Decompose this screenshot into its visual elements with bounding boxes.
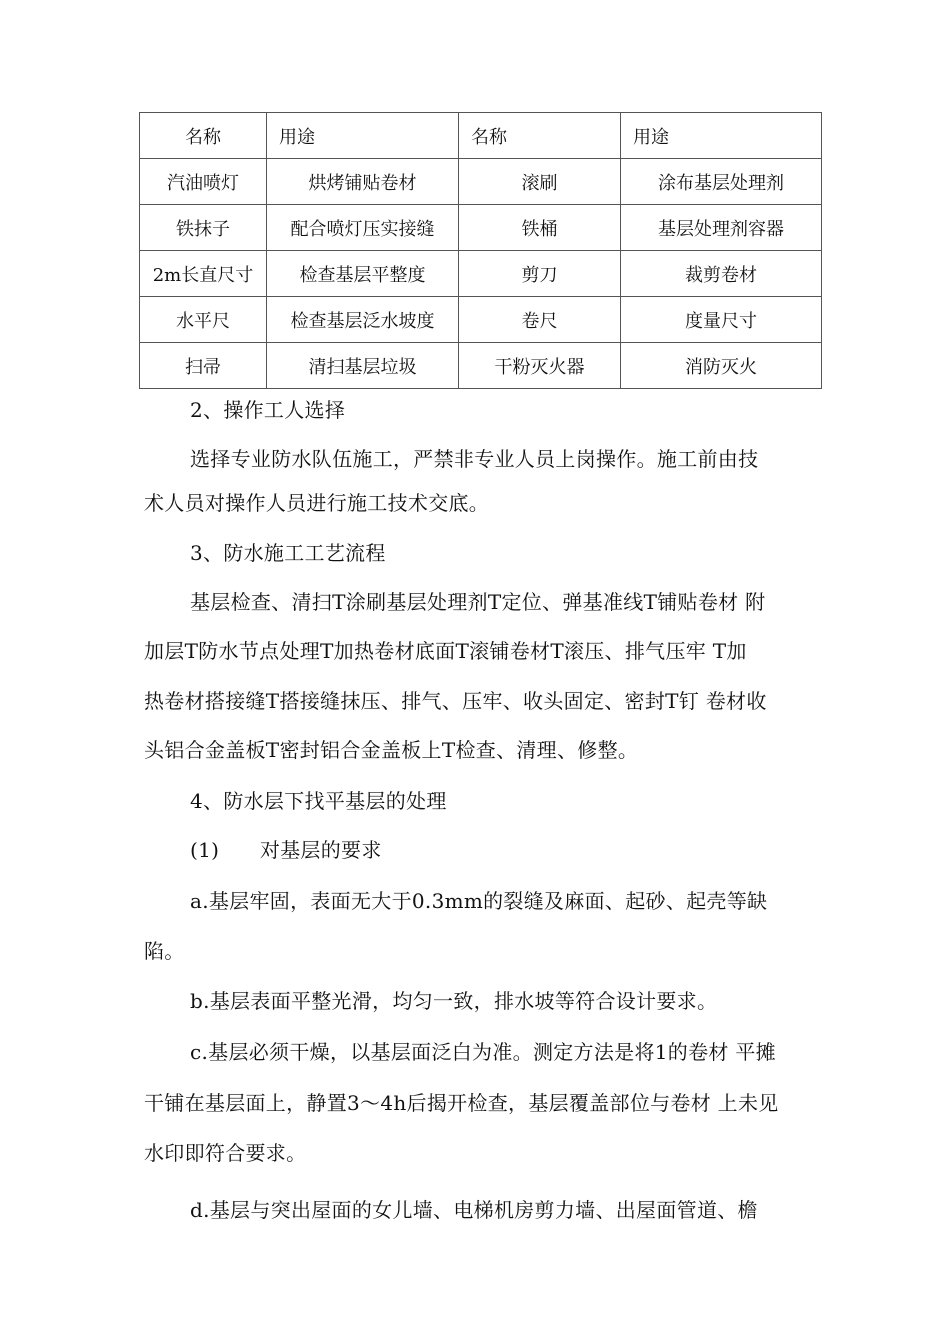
section-heading: 3、防水施工工艺流程 bbox=[190, 541, 386, 565]
table-cell: 剪刀 bbox=[459, 251, 621, 297]
section-heading: 4、防水层下找平基层的处理 bbox=[190, 789, 447, 813]
paragraph-line: 加层T防水节点处理T加热卷材底面T滚铺卷材T滚压、排气压牢 T加 bbox=[144, 639, 747, 663]
table-cell: 基层处理剂容器 bbox=[621, 205, 822, 251]
table-header-cell: 用途 bbox=[621, 113, 822, 159]
table-cell: 滚刷 bbox=[459, 159, 621, 205]
table-cell: 消防灭火 bbox=[621, 343, 822, 389]
table-row bbox=[140, 251, 822, 297]
table-cell: 配合喷灯压实接缝 bbox=[267, 205, 459, 251]
paragraph-line: c.基层必须干燥，以基层面泛白为准。测定方法是将1的卷材 平摊 bbox=[190, 1040, 776, 1064]
paragraph-line: a.基层牢固，表面无大于0.3mm的裂缝及麻面、起砂、起壳等缺 bbox=[190, 889, 768, 913]
table-cell: 检查基层平整度 bbox=[267, 251, 459, 297]
table-cell: 扫帚 bbox=[140, 343, 267, 389]
paragraph-line: 干铺在基层面上，静置3〜4h后揭开检查，基层覆盖部位与卷材 上未见 bbox=[144, 1091, 779, 1115]
table-cell: 水平尺 bbox=[140, 297, 267, 343]
table-cell: 铁桶 bbox=[459, 205, 621, 251]
paragraph-line: b.基层表面平整光滑，均匀一致，排水坡等符合设计要求。 bbox=[190, 989, 718, 1013]
table-cell: 清扫基层垃圾 bbox=[267, 343, 459, 389]
table-row bbox=[140, 159, 822, 205]
table-cell: 汽油喷灯 bbox=[140, 159, 267, 205]
table-header-row bbox=[140, 113, 822, 159]
table-cell: 检查基层泛水坡度 bbox=[267, 297, 459, 343]
paragraph-line: d.基层与突出屋面的女儿墙、电梯机房剪力墙、出屋面管道、檐 bbox=[190, 1198, 758, 1222]
table-header-cell: 名称 bbox=[459, 113, 621, 159]
paragraph-line: 术人员对操作人员进行施工技术交底。 bbox=[144, 491, 490, 515]
paragraph-line: 水印即符合要求。 bbox=[144, 1141, 307, 1165]
paragraph-line: 基层检查、清扫T涂刷基层处理剂T定位、弹基准线T铺贴卷材 附 bbox=[190, 590, 766, 614]
paragraph-line: 陷。 bbox=[144, 939, 185, 963]
table-cell: 卷尺 bbox=[459, 297, 621, 343]
table-cell: 2m长直尺寸 bbox=[140, 251, 267, 297]
table-cell: 度量尺寸 bbox=[621, 297, 822, 343]
table-row bbox=[140, 343, 822, 389]
table-header-cell: 用途 bbox=[267, 113, 459, 159]
paragraph-line: 热卷材搭接缝T搭接缝抹压、排气、压牢、收头固定、密封T钉 卷材收 bbox=[144, 689, 767, 713]
table-cell: 裁剪卷材 bbox=[621, 251, 822, 297]
paragraph-line: 头铝合金盖板T密封铝合金盖板上T检查、清理、修整。 bbox=[144, 738, 639, 762]
paragraph-line: 选择专业防水队伍施工，严禁非专业人员上岗操作。施工前由技 bbox=[190, 447, 759, 471]
table-cell: 涂布基层处理剂 bbox=[621, 159, 822, 205]
table-cell: 干粉灭火器 bbox=[459, 343, 621, 389]
table-row bbox=[140, 297, 822, 343]
table-cell: 烘烤铺贴卷材 bbox=[267, 159, 459, 205]
table-cell: 铁抹子 bbox=[140, 205, 267, 251]
section-heading: 2、操作工人选择 bbox=[190, 398, 346, 422]
table-row bbox=[140, 205, 822, 251]
subsection-heading: (1) 对基层的要求 bbox=[190, 838, 382, 862]
tools-table bbox=[139, 112, 822, 389]
table-header-cell: 名称 bbox=[140, 113, 267, 159]
